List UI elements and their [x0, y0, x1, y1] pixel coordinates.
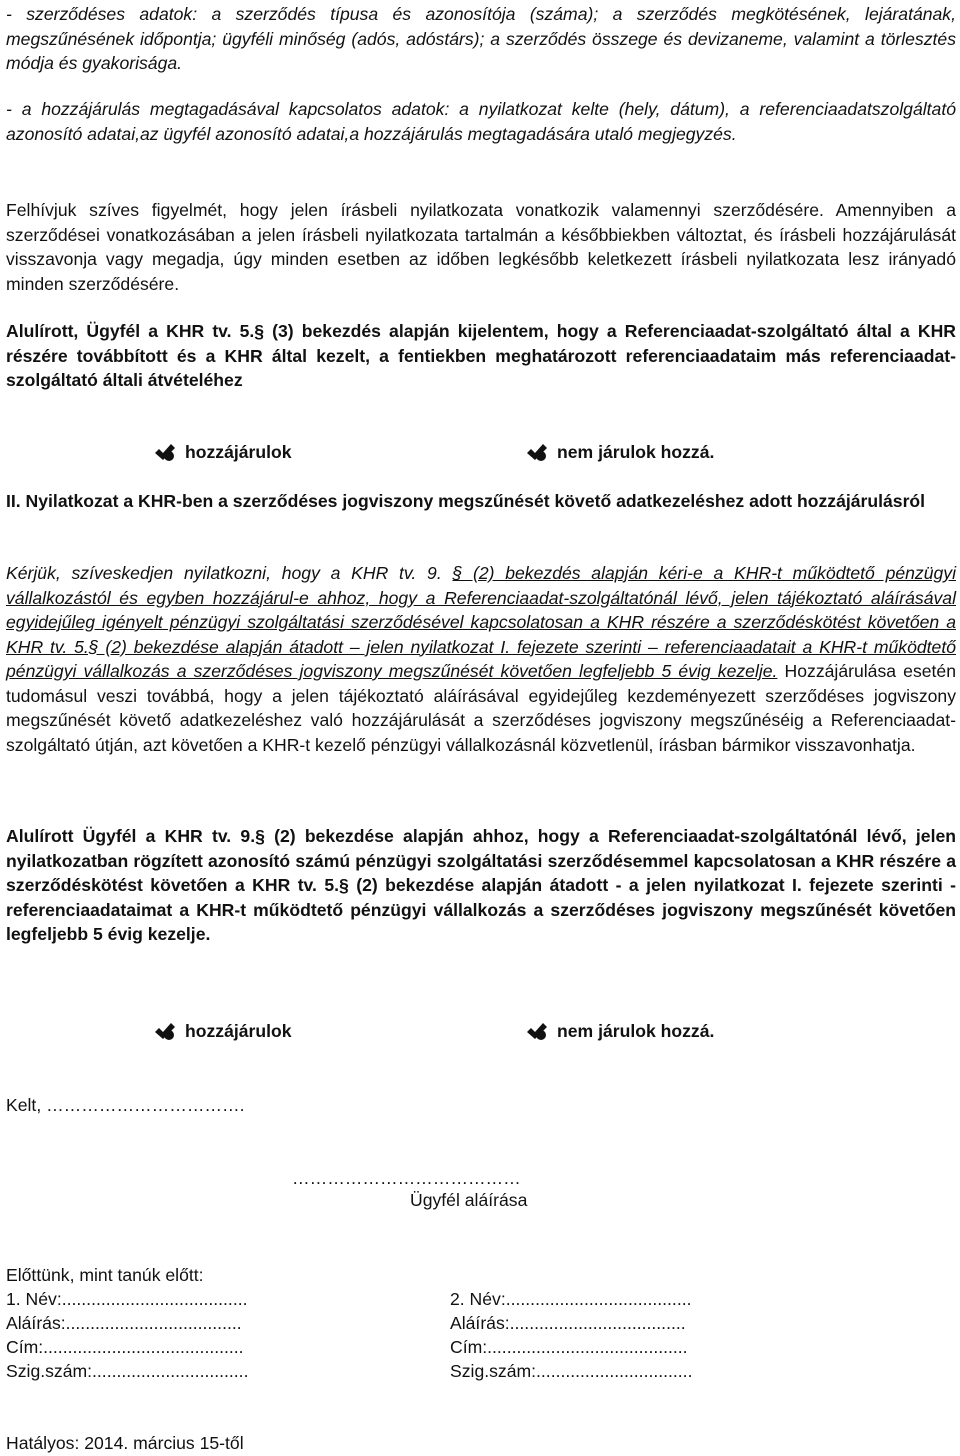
paragraph-declaration-2: Alulírott Ügyfél a KHR tv. 9.§ (2) bekezdése alapján ahhoz, hogy a Referenciaadat-szolgáltatónál lévő, jelen nyilatkozatban rögzített azonosító számú pénzügyi szolgáltatási szerződésemmel kapcsolatosan a KHR részére a szerződéskötést követően a KHR tv. 5.§ (2) bekezdése alapján átadott - a jelen nyilatkozat I. fejezete szerinti - referenciaadataimat a KHR-t működtető pénzügyi vállalkozás a szerződéses jogviszony megszűnését követően legfeljebb 5 évig kezelje.: [6, 826, 956, 944]
date-place-field[interactable]: Kelt, …………………………….: [6, 1095, 245, 1115]
agree-label-1: hozzájárulok: [185, 442, 292, 462]
checkbox-icon[interactable]: [525, 1020, 549, 1042]
paragraph-contract-data: - szerződéses adatok: a szerződés típusa és azonosítója (száma); a szerződés megkötésének, lejáratának, megszűnésének időpontja; ügyféli minőség (adós, adóstárs); a szerződés összege és devizaneme, valamint a törlesztés módja és gyakorisága.: [6, 4, 956, 73]
agree-label-2: hozzájárulok: [185, 1021, 292, 1041]
section-heading-2: II. Nyilatkozat a KHR-ben a szerződéses jogviszony megszűnését követő adatkezeléshez adott hozzájárulásról: [6, 491, 926, 511]
witness-2-id-field[interactable]: Szig.szám:................................: [450, 1361, 693, 1381]
witness-1-block: [6, 1287, 248, 1383]
request-underlined: § (2) bekezdés alapján kéri-e a KHR-t működtető pénzügyi vállalkozástól és egyben hozzájárul-e ahhoz, hogy a Referenciaadat-szolgáltatónál lévő, jelen tájékoztató aláírásával egyidejűleg igényelt pénzügyi szolgáltatási szerződésével kapcsolatosan a KHR részére a szerződéskötést követően a KHR tv. 5.§ (2) bekezdése alapján átadott – jelen nyilatkozat I. fejezete szerinti – referenciaadatait a KHR-t működtető pénzügyi vállalkozás a szerződéses jogviszony megszűnését követően legfeljebb 5 évig kezelje.: [6, 563, 957, 681]
paragraph-notice: Felhívjuk szíves figyelmét, hogy jelen írásbeli nyilatkozata vonatkozik valamennyi szerződésére. Amennyiben a szerződései vonatkozásában a jelen írásbeli nyilatkozata tartalmán a későbbiekben változtat, és írásbeli hozzájárulását visszavonja vagy megadja, úgy minden esetben az időben legkésőbb keletkezett írásbeli nyilatkozata lesz irányadó minden szerződésére.: [6, 200, 956, 294]
witness-2-address-field[interactable]: Cím:.........................................: [450, 1337, 688, 1357]
checkbox-icon[interactable]: [153, 441, 177, 463]
request-tail: Hozzájárulása esetén tudomásul veszi továbbá, hogy a jelen tájékoztató aláírásával egyidejűleg kezdeményezett szerződéses jogviszony megszűnését követő adatkezeléshez való hozzájárulását a szerződéses jogviszony megszűnéséig a Referenciaadat-szolgáltató útján, azt követően a KHR-t kezelő pénzügyi vállalkozásnál közvetlenül, írásban bármikor visszavonhatja.: [6, 661, 956, 755]
paragraph-request: [6, 561, 956, 757]
checkbox-icon[interactable]: [153, 1020, 177, 1042]
effective-date: Hatályos: 2014. március 15-től: [6, 1433, 244, 1453]
checkbox-icon[interactable]: [525, 441, 549, 463]
witnesses-title: Előttünk, mint tanúk előtt:: [6, 1265, 204, 1285]
disagree-label-2: nem járulok hozzá.: [557, 1021, 715, 1041]
signature-line[interactable]: …………………………………: [292, 1168, 521, 1188]
agree-option-1[interactable]: [153, 440, 292, 465]
disagree-label-1: nem járulok hozzá.: [557, 442, 715, 462]
witness-1-id-field[interactable]: Szig.szám:................................: [6, 1361, 249, 1381]
paragraph-refusal-data: - a hozzájárulás megtagadásával kapcsolatos adatok: a nyilatkozat kelte (hely, dátum), a referenciaadatszolgáltató azonosító adatai,az ügyfél azonosító adatai,a hozzájárulás megtagadására utaló megjegyzés.: [6, 99, 956, 144]
disagree-option-1[interactable]: [525, 440, 714, 465]
request-intro: Kérjük, szíveskedjen nyilatkozni, hogy a KHR tv. 9.: [6, 563, 453, 583]
agree-option-2[interactable]: [153, 1019, 292, 1044]
witness-2-name-field[interactable]: 2. Név:......................................: [450, 1289, 692, 1309]
consent-choice-row-2: [6, 1019, 956, 1045]
witness-2-block: [450, 1287, 692, 1383]
disagree-option-2[interactable]: [525, 1019, 714, 1044]
witness-1-signature-field[interactable]: Aláírás:....................................: [6, 1313, 242, 1333]
paragraph-declaration-1: Alulírott, Ügyfél a KHR tv. 5.§ (3) bekezdés alapján kijelentem, hogy a Referenciaadat-szolgáltató által a KHR részére továbbított és a KHR által kezelt, a fentiekben meghatározott referenciaadataim más referenciaadat-szolgáltató általi átvételéhez: [6, 321, 956, 390]
signature-label: Ügyfél aláírása: [410, 1190, 528, 1210]
witness-1-name-field[interactable]: 1. Név:......................................: [6, 1289, 248, 1309]
witness-2-signature-field[interactable]: Aláírás:....................................: [450, 1313, 686, 1333]
consent-choice-row-1: [6, 440, 956, 466]
witness-1-address-field[interactable]: Cím:.........................................: [6, 1337, 244, 1357]
